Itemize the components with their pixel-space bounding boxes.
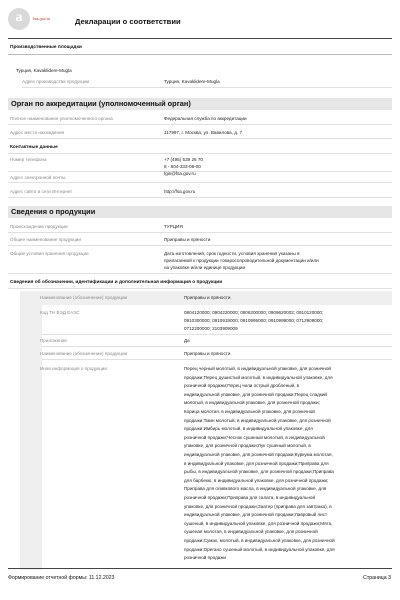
- divider: [22, 87, 392, 88]
- other-info-line: продажи;Перец душистый молотый, в индивидуальной упаковке, для: [184, 374, 333, 380]
- production-address-label: Адрес производства продукции: [22, 79, 90, 84]
- divider: [42, 346, 392, 347]
- email-value: fgis@fsa.gov.ru: [164, 171, 196, 176]
- divider: [42, 334, 392, 335]
- origin-value: ТУРЦИЯ: [164, 224, 183, 229]
- designation2-value: Приправы и пряности: [184, 351, 231, 356]
- storage-line: Дата изготовления, срок годности, условия хранения указаны в: [164, 251, 300, 256]
- tnved-line: 0910300000; 0910919000; 0910995000; 0910999000; 0712909000;: [184, 318, 324, 323]
- production-address-value: Турция, Kavaklidere-Mugla: [164, 79, 220, 84]
- other-info-line: продажи;Орегано сушеный молотый, в индивидуальной упаковке, для: [184, 546, 335, 552]
- divider: [8, 182, 392, 183]
- divider: [8, 273, 392, 274]
- other-info-line: индивидуальной упаковке, для розничной продажи;Лавровый лист: [184, 512, 328, 518]
- designation2-label: Наименование (обозначение) продукции: [40, 351, 128, 356]
- authority-name-label: Полное наименование уполномоченного органа: [10, 116, 113, 121]
- other-info-line: розничной продажи;Приправа для салата, в индивидуальной: [184, 495, 316, 500]
- other-info-line: сушеный, в индивидуальной упаковке, для розничной продажи;Мята,: [184, 520, 333, 526]
- other-info-line: Приправа для оливкового масла, в индивидуальной упаковке, для: [184, 486, 327, 492]
- other-info-line: индивидуальной упаковке, для розничной продажи;Куркума молотая,: [184, 452, 333, 457]
- footer-divider: [8, 568, 392, 569]
- other-info-label: Иная информация о продукции: [40, 366, 107, 371]
- production-site-name: Турция, Kavaklidere-Mugla: [16, 68, 72, 73]
- tnved-line: 0904120000; 0904220000; 0906200000; 0909620002; 0910120000;: [184, 310, 324, 315]
- other-info-line: для барбекю, в индивидуальной упаковке, для розничной продажи;: [184, 477, 329, 483]
- divider: [8, 124, 392, 125]
- phone-label: Номер телефона: [10, 157, 47, 162]
- storage-line: на упаковке и/или единице продукции: [164, 265, 246, 270]
- nested-indent-bar: [20, 305, 42, 570]
- product-heading: Сведения о продукции: [11, 207, 96, 216]
- other-info-line: продажи;Имбирь молотый, в индивидуальной упаковке, для: [184, 426, 313, 432]
- email-label: Адрес электронной почты: [10, 175, 66, 180]
- storage-label: Общие условия хранения продукции: [10, 251, 89, 256]
- tnved-label: Код ТН ВЭД ЕАЭС: [40, 310, 80, 315]
- divider: [8, 197, 392, 198]
- other-info-line: сушеная молотая, в индивидуальной упаковке, для розничной: [184, 529, 318, 535]
- website-value: http://fsa.gov.ru: [164, 189, 196, 194]
- other-info-line: розничной продажи;Перец чили острый дробленый, в: [184, 383, 300, 389]
- other-info-line: индивидуальной упаковке, для розничной продажи;Перец сладкий: [184, 391, 328, 397]
- other-info-line: упаковке, для розничной продажи;Заатер (приправа для завтрака), в: [184, 503, 332, 509]
- phone-value-1: +7 (495) 539 26 70: [164, 157, 203, 162]
- origin-label: Происхождение продукции: [10, 224, 68, 229]
- other-info-line: молотый, в индивидуальной упаковке, для розничной продажи;: [184, 400, 320, 406]
- other-info-line: рыбы, в индивидуальной упаковке, для розничной продажи;Приправа: [184, 469, 334, 475]
- other-info-line: продажи;Тмин молотый, в индивидуальной упаковке, для розничной: [184, 417, 331, 423]
- product-section-header: [8, 206, 392, 218]
- accreditation-heading: Орган по аккредитации (уполномоченный орган): [11, 99, 191, 108]
- other-info-line: продажи;Сумах, молотый, в индивидуальной упаковке, для розничной: [184, 538, 335, 543]
- page-number: Страница 3: [363, 575, 391, 581]
- contacts-heading: Контактные данные: [10, 145, 58, 150]
- authority-address-label: Адрес места нахождения: [10, 130, 65, 135]
- divider: [8, 288, 392, 289]
- other-info-line: Корица молотая, в индивидуальной упаковке, для розничной: [184, 409, 315, 414]
- divider: [8, 171, 392, 172]
- phone-value-2: 8 - 804-333-08-00: [164, 164, 201, 169]
- divider: [42, 359, 392, 360]
- product-name-value: Приправы и пряности: [164, 237, 211, 242]
- page-header: [0, 0, 400, 40]
- product-name-label: Общее наименование продукции: [10, 237, 81, 242]
- tnved-line: 0712200000; 2103909009: [184, 326, 238, 331]
- divider: [8, 138, 392, 139]
- other-info-line: розничной продажи;Чеснок сушеный молотый, в индивидуальной: [184, 434, 325, 440]
- divider: [8, 153, 392, 154]
- other-info-line: упаковке, для розничной продажи;Лук сушеный молотый, в: [184, 443, 311, 449]
- production-heading: Производственные площадки: [10, 45, 82, 50]
- website-label: Адрес сайта в сети Интернет: [10, 189, 73, 194]
- divider: [8, 245, 392, 246]
- designation-value: Приправы и пряности: [184, 295, 231, 300]
- designation-label: Наименование (обозначение) продукции: [40, 295, 128, 300]
- other-info-line: Перец черный молотый, в индивидуальной упаковке, для розничной: [184, 366, 331, 371]
- authority-name-value: Федеральная служба по аккредитации: [164, 116, 247, 121]
- identification-heading: Сведения об обозначении, идентификации и дополнительная информация о продукции: [10, 280, 223, 285]
- other-info-line: в индивидуальной упаковке, для розничной продажи;Приправа для: [184, 460, 329, 466]
- appendix-value: Да: [184, 338, 190, 343]
- appendix-label: Приложение: [40, 338, 67, 343]
- fsa-logo-icon: a: [8, 8, 30, 30]
- header-divider: [8, 38, 392, 39]
- other-info-line: розничной продажи: [184, 555, 226, 561]
- divider: [8, 232, 392, 233]
- page-title: Декларации о соответствии: [75, 17, 181, 26]
- storage-line: прилагаемой к продукции товаросопроводительной документации и/или: [164, 258, 319, 263]
- divider: [8, 54, 392, 55]
- report-generated-date: Формирование отчетной формы: 11.12.2023: [8, 575, 115, 581]
- authority-address-value: 117997, г. Москва, ул. Вавилова, д. 7: [164, 130, 243, 135]
- accreditation-section-header: [8, 98, 392, 110]
- logo-text: fsa.gov.ru: [33, 16, 51, 21]
